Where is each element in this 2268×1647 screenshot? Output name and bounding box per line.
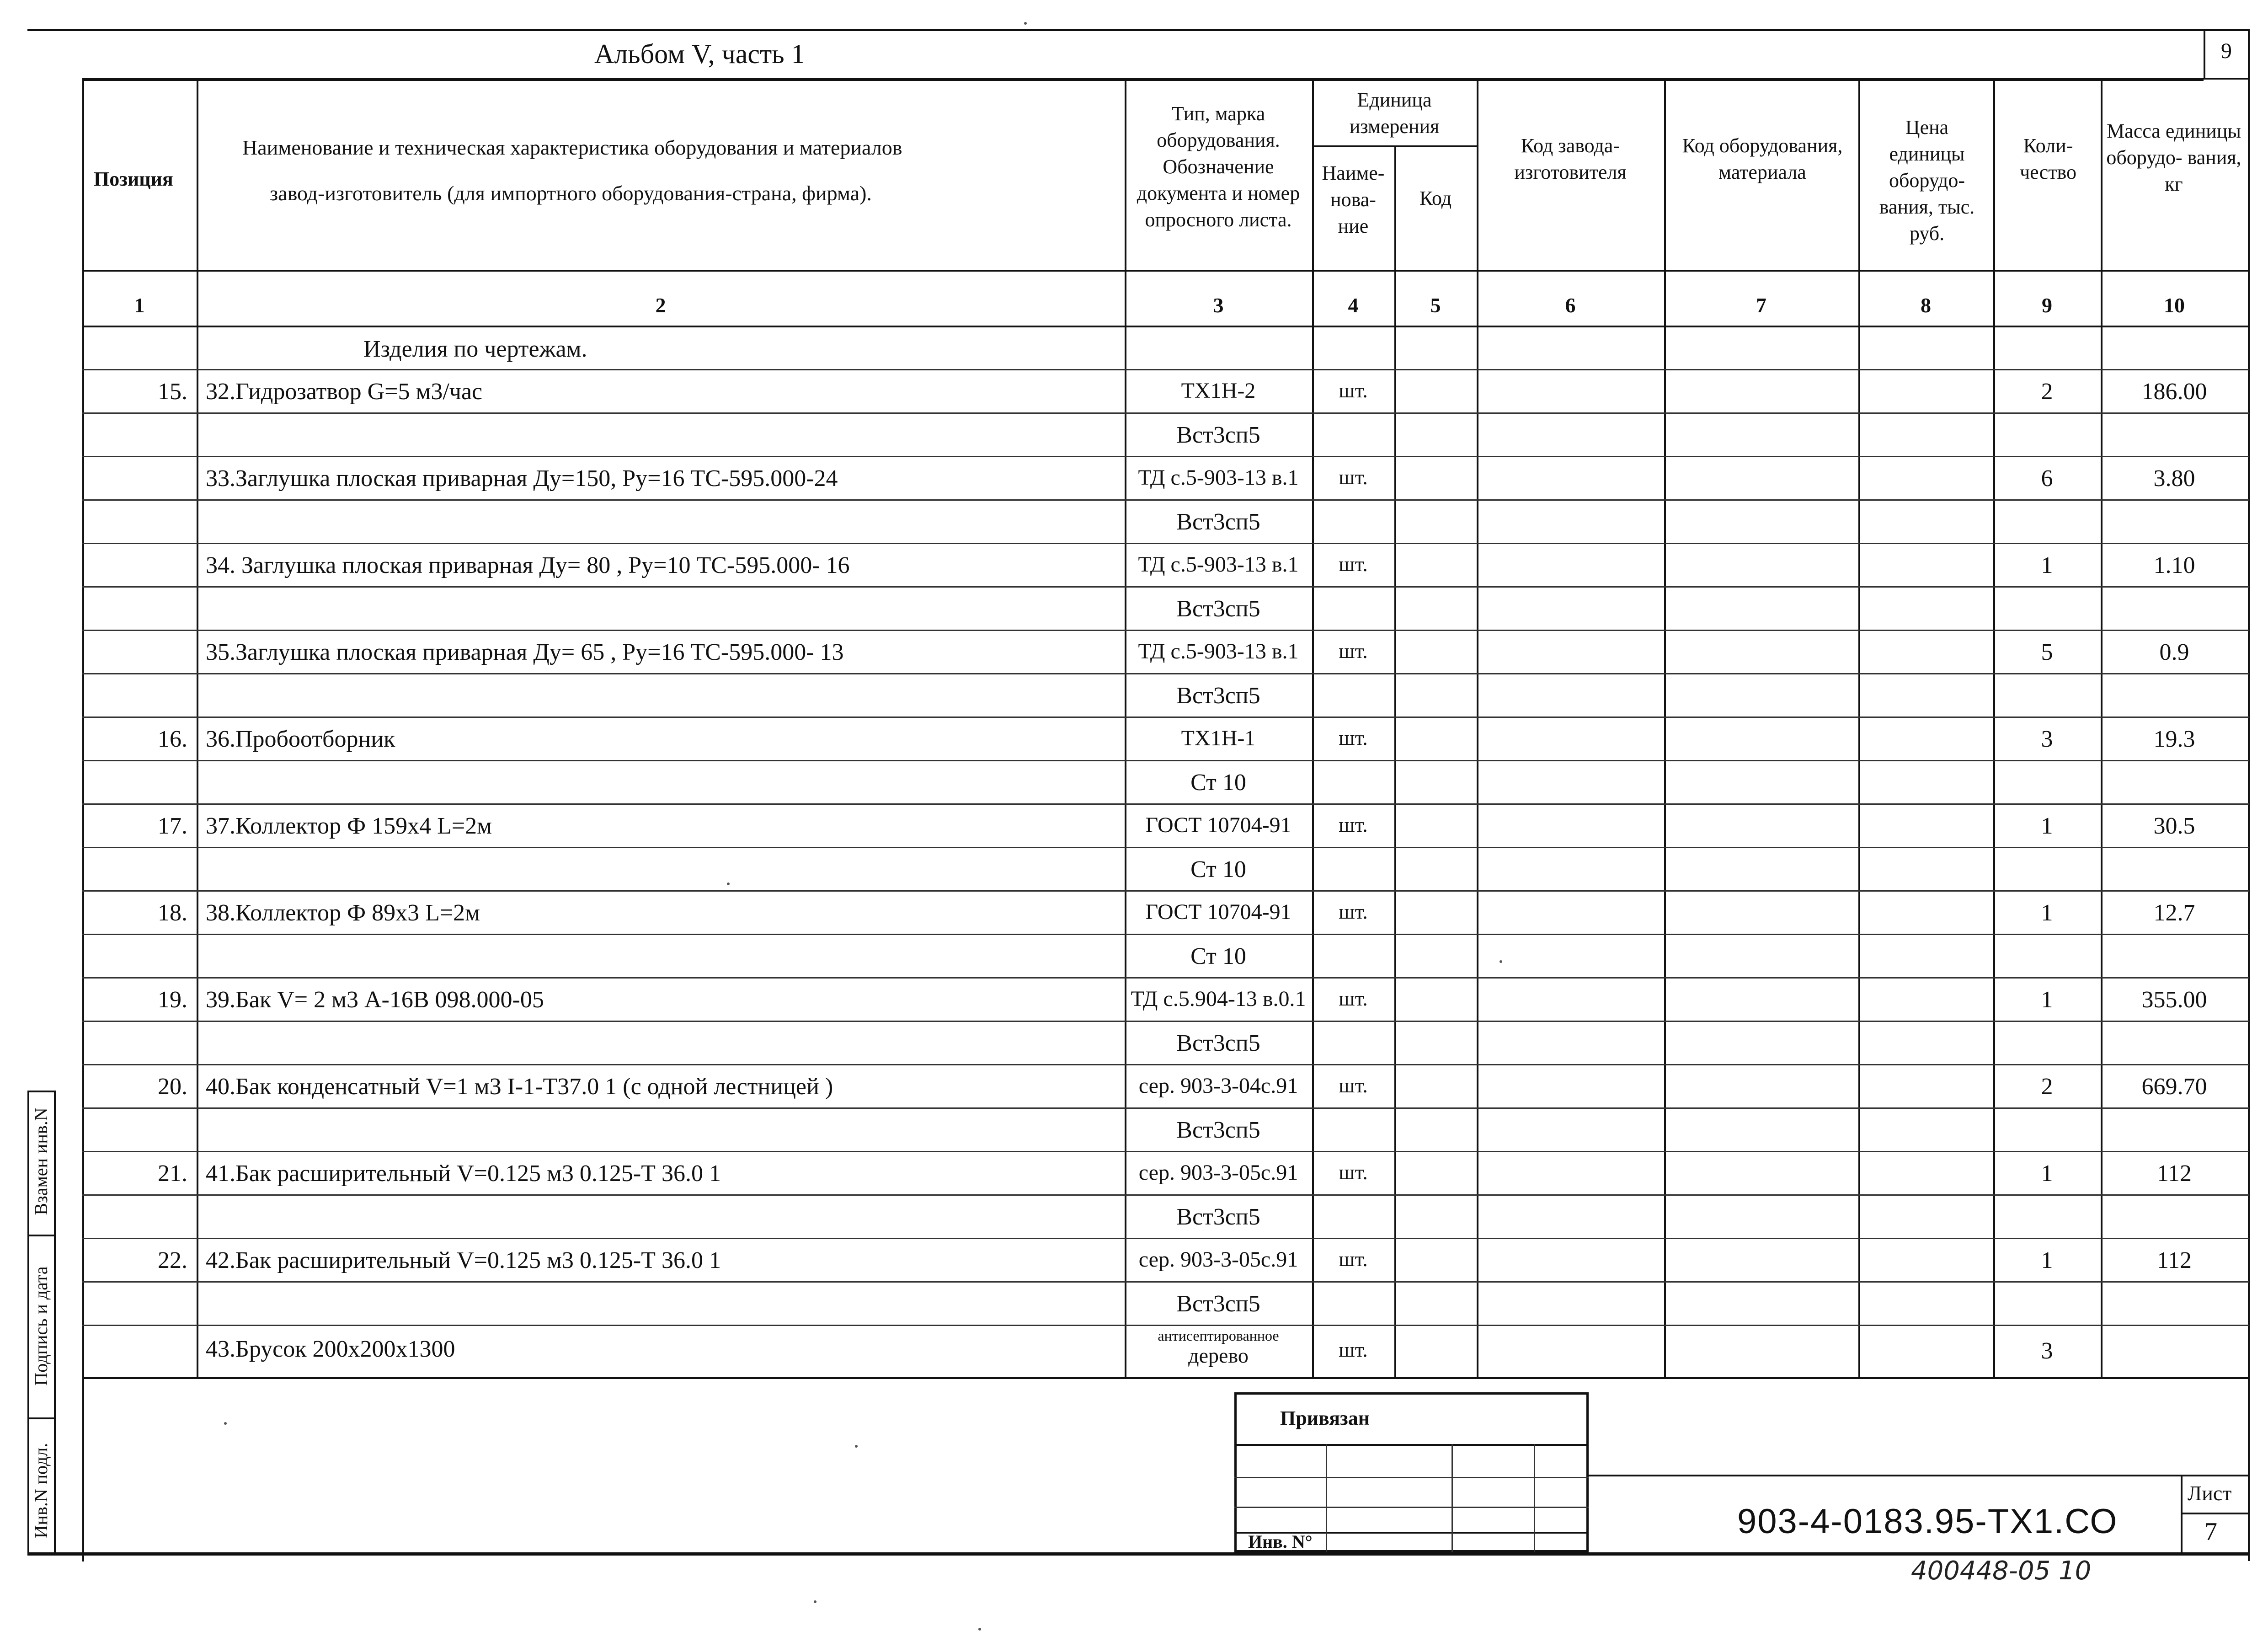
frame-bottom <box>27 1552 2249 1556</box>
scan-speck <box>1024 22 1027 25</box>
row-position: 21. <box>158 1160 187 1187</box>
row-quantity: 2 <box>2041 1074 2053 1100</box>
row-type: сер. 903-3-04с.91 <box>1138 1074 1298 1098</box>
side-label-podpis: Подпись и дата <box>31 1266 51 1386</box>
row-type: ТХ1Н-2 <box>1181 379 1256 403</box>
column-number: 1 <box>134 294 145 317</box>
row-quantity: 3 <box>2041 1338 2053 1364</box>
frame-top <box>27 29 2226 31</box>
row-line <box>82 369 2249 370</box>
column-number: 7 <box>1756 294 1766 317</box>
row-name: 35.Заглушка плоская приварная Ду= 65 , Ру=16 ТС-595.000- 13 <box>206 639 844 665</box>
stamp-inv-no: Инв. N° <box>1248 1531 1313 1552</box>
scan-speck <box>814 1600 816 1603</box>
row-type: сер. 903-3-05с.91 <box>1138 1160 1298 1185</box>
row-line <box>82 1151 2249 1152</box>
table-top-line <box>82 78 2204 81</box>
row-name: 36.Пробоотборник <box>206 726 395 752</box>
scan-speck <box>224 1422 227 1425</box>
header-position: Позиция <box>94 168 173 190</box>
row-name: 33.Заглушка плоская приварная Ду=150, Ру=16 ТС-595.000-24 <box>206 465 838 492</box>
row-unit: шт. <box>1339 1247 1368 1271</box>
header-unit-name: Наиме- нова- ние <box>1322 162 1385 237</box>
row-type: ГОСТ 10704-91 <box>1145 813 1291 837</box>
row-material: Вст3сп5 <box>1176 1204 1260 1230</box>
row-line <box>82 717 2249 718</box>
row-quantity: 1 <box>2041 552 2053 578</box>
row-quantity: 5 <box>2041 639 2053 665</box>
row-position: 20. <box>158 1074 187 1100</box>
row-unit: шт. <box>1339 813 1368 836</box>
row-line <box>82 412 2249 414</box>
corner-box-left <box>2204 29 2205 80</box>
document-code: 903-4-0183.95-ТХ1.СО <box>1737 1502 2118 1541</box>
row-line <box>82 934 2249 935</box>
scan-speck <box>978 1628 981 1631</box>
stamp-vline-1 <box>1326 1444 1327 1552</box>
side-strip-div2 <box>27 1417 55 1419</box>
col-line-4 <box>1394 145 1396 1379</box>
row-quantity: 1 <box>2041 1247 2053 1273</box>
row-mass: 19.3 <box>2153 726 2195 752</box>
row-name: 43.Брусок 200х200х1300 <box>206 1336 455 1362</box>
row-position: 17. <box>158 813 187 839</box>
side-strip-top <box>27 1091 55 1092</box>
column-number: 6 <box>1565 294 1576 317</box>
stamp-vline-3 <box>1534 1444 1535 1552</box>
frame-top-right <box>2204 29 2249 31</box>
table-bottom-line <box>82 1377 2249 1379</box>
row-line <box>82 1064 2249 1065</box>
row-material: Вст3сп5 <box>1176 1117 1260 1143</box>
row-position: 19. <box>158 987 187 1013</box>
column-number: 3 <box>1213 294 1224 317</box>
stamp-line-2 <box>1234 1477 1589 1478</box>
archive-number: 400448-05 10 <box>1911 1556 2092 1586</box>
side-strip-div1 <box>27 1235 55 1236</box>
row-quantity: 1 <box>2041 900 2053 926</box>
row-line <box>82 760 2249 761</box>
side-label-inv-podl: Инв.N подл. <box>31 1443 51 1539</box>
header-name-line2: завод-изготовитель (для импортного оборудования-страна, фирма). <box>270 182 872 205</box>
row-quantity: 6 <box>2041 465 2053 492</box>
row-unit: шт. <box>1339 639 1368 663</box>
row-type: ТД с.5-903-13 в.1 <box>1138 552 1299 577</box>
stamp-vline-2 <box>1452 1444 1453 1552</box>
row-unit: шт. <box>1339 1160 1368 1184</box>
row-line <box>82 543 2249 544</box>
row-position: 16. <box>158 726 187 752</box>
row-unit: шт. <box>1339 379 1368 402</box>
row-position: 22. <box>158 1247 187 1273</box>
header-unit-code: Код <box>1419 187 1452 209</box>
scan-speck <box>855 1445 858 1448</box>
side-label-vzamen: Взамен инв.N <box>31 1107 51 1215</box>
row-unit: шт. <box>1339 726 1368 749</box>
col-line-6 <box>1664 78 1666 1379</box>
column-number: 8 <box>1921 294 1931 317</box>
row-unit: шт. <box>1339 1338 1368 1361</box>
row-quantity: 1 <box>2041 1160 2053 1187</box>
row-name: 42.Бак расширительный V=0.125 м3 0.125-Т 36.0 1 <box>206 1247 721 1273</box>
title-block-sheet-line <box>2181 1513 2249 1514</box>
column-number: 10 <box>2164 294 2185 317</box>
row-quantity: 2 <box>2041 379 2053 405</box>
header-bottom-line <box>82 270 2249 272</box>
column-number: 4 <box>1348 294 1359 317</box>
col-line-1 <box>197 78 198 1379</box>
row-line <box>82 1194 2249 1196</box>
row-type-top: антисептированное <box>1158 1327 1279 1344</box>
page-corner-number: 9 <box>2221 39 2232 63</box>
row-material: Вст3сп5 <box>1176 509 1260 535</box>
header-unit-price: Цена единицы оборудо- вания, тыс. руб. <box>1879 116 1975 245</box>
row-material: Вст3сп5 <box>1176 596 1260 622</box>
row-type: ТД с.5-903-13 в.1 <box>1138 639 1299 663</box>
row-mass: 186.00 <box>2141 379 2207 405</box>
column-number: 5 <box>1430 294 1441 317</box>
col-line-7 <box>1858 78 1860 1379</box>
header-material-code: Код оборудования, материала <box>1682 134 1843 183</box>
row-position: 15. <box>158 379 187 405</box>
row-mass: 1.10 <box>2153 552 2195 578</box>
stamp-privyazan: Привязан <box>1280 1407 1370 1429</box>
header-name-line1: Наименование и техническая характеристика оборудования и материалов <box>242 136 902 159</box>
header-unit-mass: Масса единицы оборудо- вания, кг <box>2106 120 2241 195</box>
row-type: сер. 903-3-05с.91 <box>1138 1247 1298 1272</box>
row-name: 34. Заглушка плоская приварная Ду= 80 , Ру=10 ТС-595.000- 16 <box>206 552 850 578</box>
row-line <box>82 1107 2249 1109</box>
section-title: Изделия по чертежам. <box>363 336 587 362</box>
stamp-line-3 <box>1234 1507 1589 1508</box>
row-line <box>82 586 2249 588</box>
row-quantity: 1 <box>2041 987 2053 1013</box>
frame-right <box>2248 29 2250 1561</box>
row-position: 18. <box>158 900 187 926</box>
row-material: Вст3сп5 <box>1176 1030 1260 1056</box>
sheet-label: Лист <box>2188 1481 2232 1505</box>
row-mass: 112 <box>2156 1247 2192 1273</box>
row-name: 38.Коллектор Ф 89х3 L=2м <box>206 900 480 926</box>
row-material: Вст3сп5 <box>1176 683 1260 709</box>
column-number: 2 <box>655 294 666 317</box>
row-line <box>82 1021 2249 1022</box>
row-type: ТД с.5.904-13 в.0.1 <box>1131 987 1306 1011</box>
row-line <box>82 977 2249 979</box>
side-strip-mid <box>54 1091 56 1554</box>
row-quantity: 1 <box>2041 813 2053 839</box>
row-mass: 355.00 <box>2141 987 2207 1013</box>
row-line <box>82 1281 2249 1283</box>
row-line <box>82 630 2249 631</box>
row-line <box>82 1238 2249 1239</box>
column-number: 9 <box>2042 294 2052 317</box>
row-type: ТХ1Н-1 <box>1181 726 1256 750</box>
scan-speck <box>727 882 730 885</box>
header-plant-code: Код завода- изготовителя <box>1514 134 1627 183</box>
row-name: 39.Бак V= 2 м3 А-16В 098.000-05 <box>206 987 544 1013</box>
title-block-top <box>1589 1475 2249 1476</box>
row-material: Ст 10 <box>1190 943 1246 969</box>
row-material: Ст 10 <box>1190 770 1246 796</box>
row-name: 40.Бак конденсатный V=1 м3 I-1-Т37.0 1 (с одной лестницей ) <box>206 1074 833 1100</box>
row-mass: 0.9 <box>2159 639 2189 665</box>
row-material: Вст3сп5 <box>1176 1291 1260 1317</box>
row-line <box>82 456 2249 457</box>
row-mass: 112 <box>2156 1160 2192 1187</box>
row-unit: шт. <box>1339 552 1368 576</box>
row-line <box>82 1325 2249 1326</box>
corner-box-bottom <box>2204 78 2249 80</box>
album-title: Альбом V, часть 1 <box>594 39 805 69</box>
row-quantity: 3 <box>2041 726 2053 752</box>
row-line <box>82 499 2249 501</box>
row-mass: 30.5 <box>2153 813 2195 839</box>
row-unit: шт. <box>1339 1074 1368 1097</box>
header-type: Тип, марка оборудования. Обозначение документа и номер опросного листа. <box>1137 102 1300 231</box>
row-type: ГОСТ 10704-91 <box>1145 900 1291 924</box>
row-type-bottom: дерево <box>1188 1344 1249 1367</box>
row-unit: шт. <box>1339 987 1368 1010</box>
row-name: 41.Бак расширительный V=0.125 м3 0.125-Т 36.0 1 <box>206 1160 721 1187</box>
row-material: Вст3сп5 <box>1176 422 1260 448</box>
row-name: 37.Коллектор Ф 159х4 L=2м <box>206 813 492 839</box>
row-unit: шт. <box>1339 465 1368 489</box>
side-strip-left <box>27 1091 29 1554</box>
header-quantity: Коли- чество <box>2020 134 2076 183</box>
row-line <box>82 847 2249 848</box>
stamp-line-1 <box>1234 1444 1589 1446</box>
row-unit: шт. <box>1339 900 1368 923</box>
row-type: ТД с.5-903-13 в.1 <box>1138 465 1299 490</box>
row-line <box>82 673 2249 674</box>
row-material: Ст 10 <box>1190 856 1246 882</box>
scan-speck <box>1500 960 1502 963</box>
row-line <box>82 803 2249 805</box>
row-mass: 12.7 <box>2153 900 2195 926</box>
row-name: 32.Гидрозатвор G=5 м3/час <box>206 379 483 405</box>
row-mass: 3.80 <box>2153 465 2195 492</box>
row-line <box>82 890 2249 892</box>
header-unit-of-measure: Единица измерения <box>1349 89 1440 138</box>
sheet-number: 7 <box>2204 1518 2217 1546</box>
row-mass: 669.70 <box>2141 1074 2207 1100</box>
col-line-5 <box>1477 78 1478 1379</box>
colnum-bottom-line <box>82 326 2249 327</box>
